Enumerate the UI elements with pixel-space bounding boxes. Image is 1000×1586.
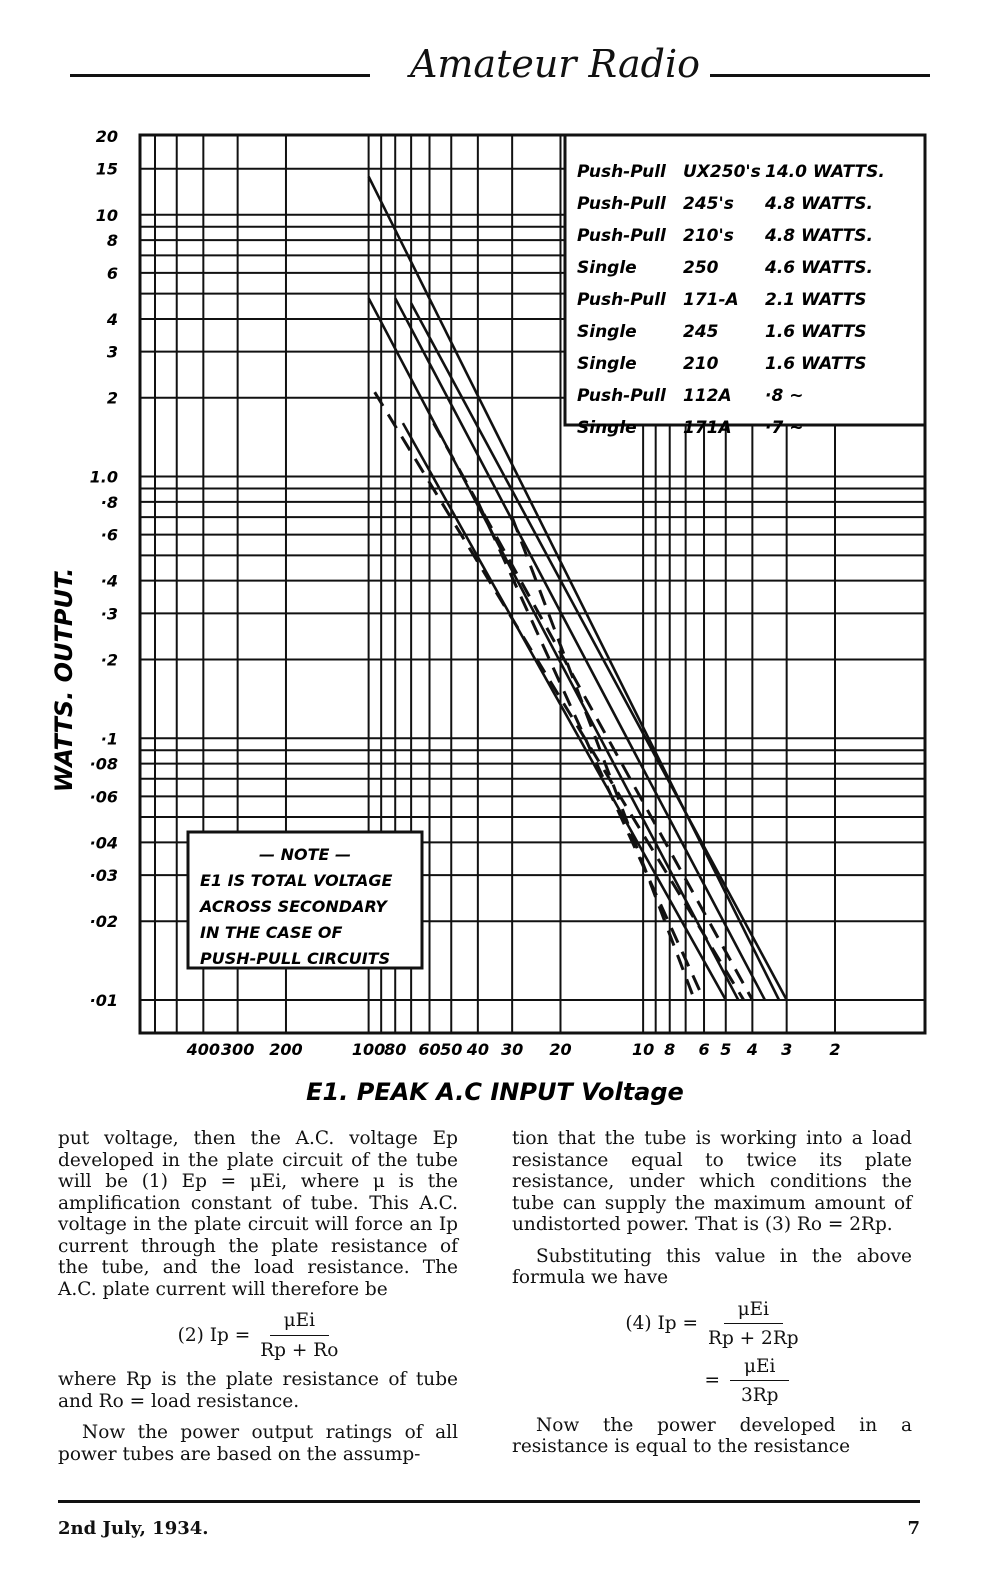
legend-tube: 171A — [683, 418, 732, 438]
x-tick-label: 3 — [781, 1040, 793, 1059]
x-tick-label: 200 — [269, 1040, 303, 1059]
note-line: PUSH-PULL CIRCUITS — [200, 949, 391, 968]
x-tick-label: 60 — [418, 1040, 441, 1059]
legend-type: Single — [577, 322, 637, 342]
paragraph: Substituting this value in the above formula we have — [512, 1245, 912, 1288]
paragraph: tion that the tube is working into a load resistance equal to twice its plate resistance, under which conditions the tube can supply the maximum amount of undistorted power. That is (3) Ro = 2Rp. — [512, 1128, 912, 1235]
note-line: IN THE CASE OF — [200, 923, 343, 942]
x-tick-label: 400 — [186, 1040, 221, 1059]
formula-4 — [512, 1299, 912, 1350]
y-tick-label: ·4 — [100, 571, 118, 591]
legend-tube: 210's — [683, 226, 734, 246]
series-line — [512, 517, 694, 1000]
magazine-title: Amateur Radio — [400, 42, 710, 86]
y-tick-label: 8 — [106, 231, 118, 251]
legend-type: Push-Pull — [577, 194, 666, 214]
x-tick-label: 100 — [351, 1040, 386, 1059]
x-axis-label: E1. PEAK A.C INPUT Voltage — [306, 1078, 684, 1106]
legend-type: Single — [577, 418, 637, 438]
legend-type: Single — [577, 258, 637, 278]
legend-watts: 4.8 WATTS. — [765, 226, 873, 246]
x-tick-label: 6 — [698, 1040, 710, 1059]
fraction — [260, 1310, 338, 1361]
text-column-left — [58, 1128, 458, 1475]
page-header — [70, 40, 930, 100]
formula-label: (4) Ip = — [625, 1313, 699, 1335]
x-tick-label: 2 — [829, 1040, 841, 1059]
y-tick-label: ·8 — [100, 492, 118, 512]
x-tick-label: 80 — [384, 1040, 407, 1059]
y-tick-label: ·02 — [89, 912, 118, 932]
legend-watts: ·8 ~ — [765, 386, 804, 406]
x-tick-label: 50 — [440, 1040, 463, 1059]
legend-watts: 1.6 WATTS — [765, 322, 867, 342]
y-tick-label: 2 — [106, 388, 118, 408]
legend-watts: 1.6 WATTS — [765, 354, 867, 374]
paragraph: where Rp is the plate resistance of tube and Ro = load resistance. — [58, 1369, 458, 1412]
x-tick-label: 300 — [220, 1040, 255, 1059]
legend-type: Push-Pull — [577, 290, 666, 310]
x-tick-label: 4 — [746, 1040, 758, 1059]
legend-watts: 4.6 WATTS. — [765, 258, 873, 278]
legend-type: Push-Pull — [577, 162, 666, 182]
x-tick-label: 10 — [631, 1040, 655, 1059]
fraction — [708, 1299, 799, 1350]
x-tick-label: 30 — [501, 1040, 524, 1059]
x-tick-label: 40 — [466, 1040, 489, 1059]
formula-2 — [58, 1310, 458, 1361]
legend-tube: 112A — [683, 386, 732, 406]
text-column-right — [512, 1128, 912, 1468]
numerator: μEi — [270, 1310, 329, 1336]
x-tick-label: 8 — [664, 1040, 676, 1059]
y-tick-label: 20 — [95, 127, 118, 146]
y-tick-label: ·6 — [100, 525, 118, 545]
legend-tube: 171-A — [683, 290, 739, 310]
legend-watts: 14.0 WATTS. — [765, 162, 885, 182]
formula-equals: = — [704, 1370, 721, 1392]
paragraph: Now the power output ratings of all power tubes are based on the assump- — [58, 1422, 458, 1465]
issue-date: 2nd July, 1934. — [58, 1518, 209, 1539]
numerator: μEi — [724, 1299, 783, 1325]
legend-tube: UX250's — [683, 162, 761, 182]
paragraph: Now the power developed in a resistance is equal to the resistance — [512, 1414, 912, 1457]
footer-rule — [58, 1500, 920, 1503]
y-tick-label: 15 — [95, 159, 118, 179]
legend-type: Push-Pull — [577, 226, 666, 246]
fraction — [730, 1356, 789, 1407]
y-tick-label: ·08 — [89, 754, 118, 774]
y-tick-label: ·3 — [100, 604, 118, 624]
denominator: Rp + Ro — [260, 1339, 339, 1361]
header-rule-right — [710, 74, 930, 77]
legend-tube: 250 — [683, 258, 719, 278]
y-tick-label: ·01 — [89, 991, 118, 1010]
note-line: — NOTE — — [259, 845, 351, 864]
note-line: ACROSS SECONDARY — [200, 897, 387, 916]
legend-watts: 2.1 WATTS — [765, 290, 867, 310]
formula-label: (2) Ip = — [177, 1324, 251, 1346]
y-tick-label: ·06 — [89, 787, 118, 807]
page-footer — [58, 1500, 920, 1539]
y-tick-label: ·04 — [89, 833, 118, 853]
legend-tube: 245 — [683, 322, 719, 342]
legend-watts: 4.8 WATTS. — [765, 194, 873, 214]
legend-tube: 245's — [683, 194, 734, 214]
chart — [0, 100, 1000, 1110]
y-tick-label: 6 — [106, 263, 118, 283]
y-tick-label: ·2 — [100, 650, 118, 670]
note-line: E1 IS TOTAL VOLTAGE — [200, 871, 393, 890]
legend-tube: 210 — [683, 354, 719, 374]
x-tick-label: 20 — [549, 1040, 572, 1059]
y-tick-label: 1.0 — [89, 467, 118, 487]
y-tick-label: 4 — [106, 309, 118, 329]
y-axis-label: WATTS. OUTPUT. — [50, 567, 78, 793]
legend-watts: ·7 ~ — [765, 418, 804, 438]
y-tick-label: 3 — [106, 342, 118, 362]
denominator: Rp + 2Rp — [708, 1328, 799, 1349]
numerator: μEi — [730, 1356, 789, 1382]
y-tick-label: ·03 — [89, 866, 118, 886]
y-tick-label: 10 — [95, 205, 118, 225]
header-rule-left — [70, 74, 370, 77]
paragraph: put voltage, then the A.C. voltage Ep developed in the plate circuit of the tube will be (1) Ep = μEi, where μ is the amplification constant of tube. This A.C. voltage in the plate circuit will force an Ip current through the plate resistance of the tube, and the load resistance. The A.C. plate current will therefore be — [58, 1128, 458, 1300]
formula-4b — [512, 1356, 912, 1407]
legend-type: Push-Pull — [577, 386, 666, 406]
legend-type: Single — [577, 354, 637, 374]
x-tick-label: 5 — [720, 1040, 732, 1059]
denominator: 3Rp — [740, 1385, 779, 1406]
y-tick-label: ·1 — [100, 729, 118, 749]
page-number: 7 — [907, 1518, 920, 1539]
